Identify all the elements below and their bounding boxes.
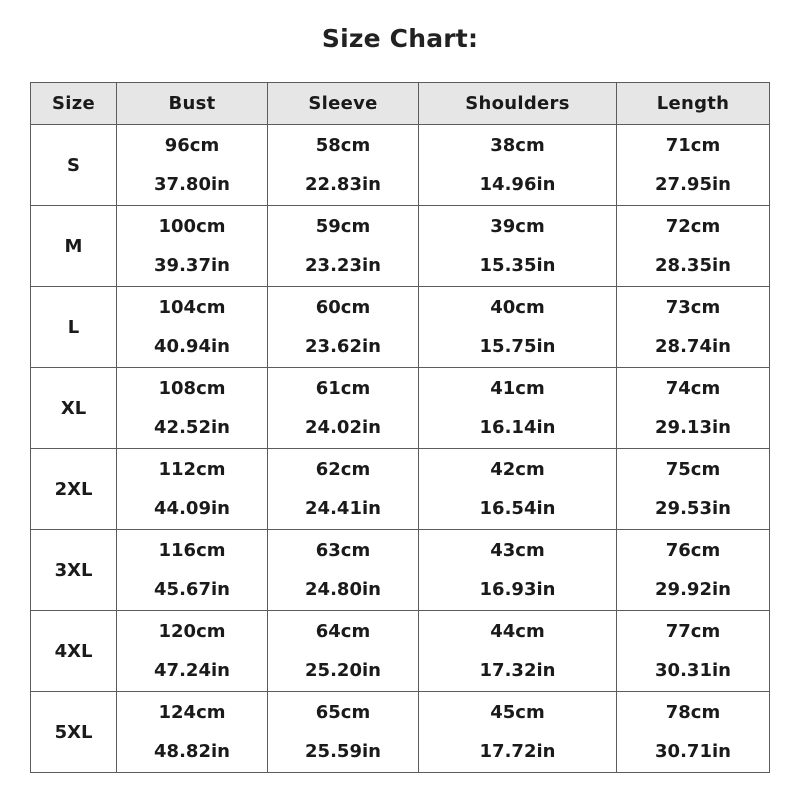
size-label: 3XL <box>31 530 117 611</box>
sleeve-in-value: 25.20in <box>305 659 381 681</box>
sleeve-cell <box>268 125 419 206</box>
bust-cm-value: 100cm <box>158 215 226 237</box>
bust-in-value: 45.67in <box>154 578 230 600</box>
size-label: L <box>31 287 117 368</box>
sleeve-cm-value: 59cm <box>315 215 371 237</box>
sleeve-cm-value: 65cm <box>315 701 371 723</box>
length-cm-value: 75cm <box>665 458 721 480</box>
shoulders-cell <box>419 287 617 368</box>
length-cm-value: 74cm <box>665 377 721 399</box>
length-cm-value: 76cm <box>665 539 721 561</box>
shoulders-cm-value: 45cm <box>490 701 545 723</box>
shoulders-cm-value: 41cm <box>490 377 545 399</box>
shoulders-in-value: 17.72in <box>479 740 556 762</box>
header-shoulders: Shoulders <box>419 83 617 125</box>
shoulders-cell <box>419 611 617 692</box>
shoulders-cell <box>419 368 617 449</box>
shoulders-in-value: 15.75in <box>479 335 556 357</box>
shoulders-cm-value: 43cm <box>490 539 545 561</box>
size-label: 4XL <box>31 611 117 692</box>
shoulders-in-value: 17.32in <box>479 659 556 681</box>
header-bust: Bust <box>117 83 268 125</box>
bust-cell <box>117 125 268 206</box>
bust-cell <box>117 530 268 611</box>
shoulders-in-value: 14.96in <box>479 173 556 195</box>
length-in-value: 28.74in <box>655 335 731 357</box>
table-row <box>31 287 770 368</box>
sleeve-cm-value: 62cm <box>315 458 371 480</box>
shoulders-in-value: 16.54in <box>479 497 556 519</box>
table-row <box>31 692 770 773</box>
bust-cell <box>117 611 268 692</box>
sleeve-cell <box>268 206 419 287</box>
shoulders-cm-value: 44cm <box>490 620 545 642</box>
length-cm-value: 78cm <box>665 701 721 723</box>
size-label: 2XL <box>31 449 117 530</box>
length-cell <box>617 287 770 368</box>
sleeve-cell <box>268 287 419 368</box>
bust-in-value: 47.24in <box>154 659 230 681</box>
sleeve-in-value: 24.80in <box>305 578 381 600</box>
shoulders-cell <box>419 449 617 530</box>
sleeve-cell <box>268 530 419 611</box>
table-row <box>31 125 770 206</box>
bust-cm-value: 124cm <box>158 701 226 723</box>
length-in-value: 30.31in <box>655 659 731 681</box>
bust-cm-value: 120cm <box>158 620 226 642</box>
size-label: 5XL <box>31 692 117 773</box>
length-in-value: 29.92in <box>655 578 731 600</box>
sleeve-in-value: 22.83in <box>305 173 381 195</box>
bust-cm-value: 112cm <box>158 458 226 480</box>
bust-cell <box>117 692 268 773</box>
table-header <box>31 83 770 125</box>
bust-in-value: 37.80in <box>154 173 230 195</box>
shoulders-in-value: 16.14in <box>479 416 556 438</box>
length-cell <box>617 125 770 206</box>
sleeve-in-value: 23.62in <box>305 335 381 357</box>
sleeve-cell <box>268 449 419 530</box>
shoulders-cell <box>419 125 617 206</box>
length-cell <box>617 692 770 773</box>
shoulders-cell <box>419 530 617 611</box>
length-cell <box>617 368 770 449</box>
bust-cell <box>117 449 268 530</box>
shoulders-cell <box>419 206 617 287</box>
size-label: XL <box>31 368 117 449</box>
bust-cell <box>117 368 268 449</box>
length-in-value: 30.71in <box>655 740 731 762</box>
length-in-value: 28.35in <box>655 254 731 276</box>
shoulders-cm-value: 42cm <box>490 458 545 480</box>
bust-cm-value: 96cm <box>164 134 220 156</box>
header-sleeve: Sleeve <box>268 83 419 125</box>
bust-in-value: 42.52in <box>154 416 230 438</box>
length-cm-value: 77cm <box>665 620 721 642</box>
sleeve-cm-value: 64cm <box>315 620 371 642</box>
sleeve-cm-value: 58cm <box>315 134 371 156</box>
length-in-value: 29.53in <box>655 497 731 519</box>
bust-in-value: 48.82in <box>154 740 230 762</box>
bust-cm-value: 116cm <box>158 539 226 561</box>
shoulders-cell <box>419 692 617 773</box>
length-in-value: 29.13in <box>655 416 731 438</box>
length-cm-value: 71cm <box>665 134 721 156</box>
table-row <box>31 530 770 611</box>
table-row <box>31 368 770 449</box>
shoulders-cm-value: 40cm <box>490 296 545 318</box>
size-label: M <box>31 206 117 287</box>
page-title: Size Chart: <box>321 24 479 53</box>
shoulders-cm-value: 38cm <box>490 134 545 156</box>
header-row <box>31 83 770 125</box>
bust-cm-value: 104cm <box>158 296 226 318</box>
length-cell <box>617 611 770 692</box>
length-cell <box>617 530 770 611</box>
header-size: Size <box>31 83 117 125</box>
bust-cell <box>117 206 268 287</box>
length-cm-value: 73cm <box>665 296 721 318</box>
sleeve-cm-value: 60cm <box>315 296 371 318</box>
shoulders-in-value: 15.35in <box>479 254 556 276</box>
header-length: Length <box>617 83 770 125</box>
length-cm-value: 72cm <box>665 215 721 237</box>
table-row <box>31 206 770 287</box>
sleeve-cell <box>268 368 419 449</box>
sleeve-cm-value: 61cm <box>315 377 371 399</box>
bust-cm-value: 108cm <box>158 377 226 399</box>
size-label: S <box>31 125 117 206</box>
table-row <box>31 611 770 692</box>
table-row <box>31 449 770 530</box>
length-in-value: 27.95in <box>655 173 731 195</box>
sleeve-cell <box>268 611 419 692</box>
sleeve-cm-value: 63cm <box>315 539 371 561</box>
bust-in-value: 40.94in <box>154 335 230 357</box>
length-cell <box>617 449 770 530</box>
shoulders-in-value: 16.93in <box>479 578 556 600</box>
bust-in-value: 44.09in <box>154 497 230 519</box>
sleeve-in-value: 24.02in <box>305 416 381 438</box>
sleeve-in-value: 23.23in <box>305 254 381 276</box>
shoulders-cm-value: 39cm <box>490 215 545 237</box>
sleeve-in-value: 24.41in <box>305 497 381 519</box>
length-cell <box>617 206 770 287</box>
table-body <box>31 125 770 773</box>
sleeve-cell <box>268 692 419 773</box>
bust-cell <box>117 287 268 368</box>
sleeve-in-value: 25.59in <box>305 740 381 762</box>
size-chart-table <box>30 82 770 773</box>
bust-in-value: 39.37in <box>154 254 230 276</box>
